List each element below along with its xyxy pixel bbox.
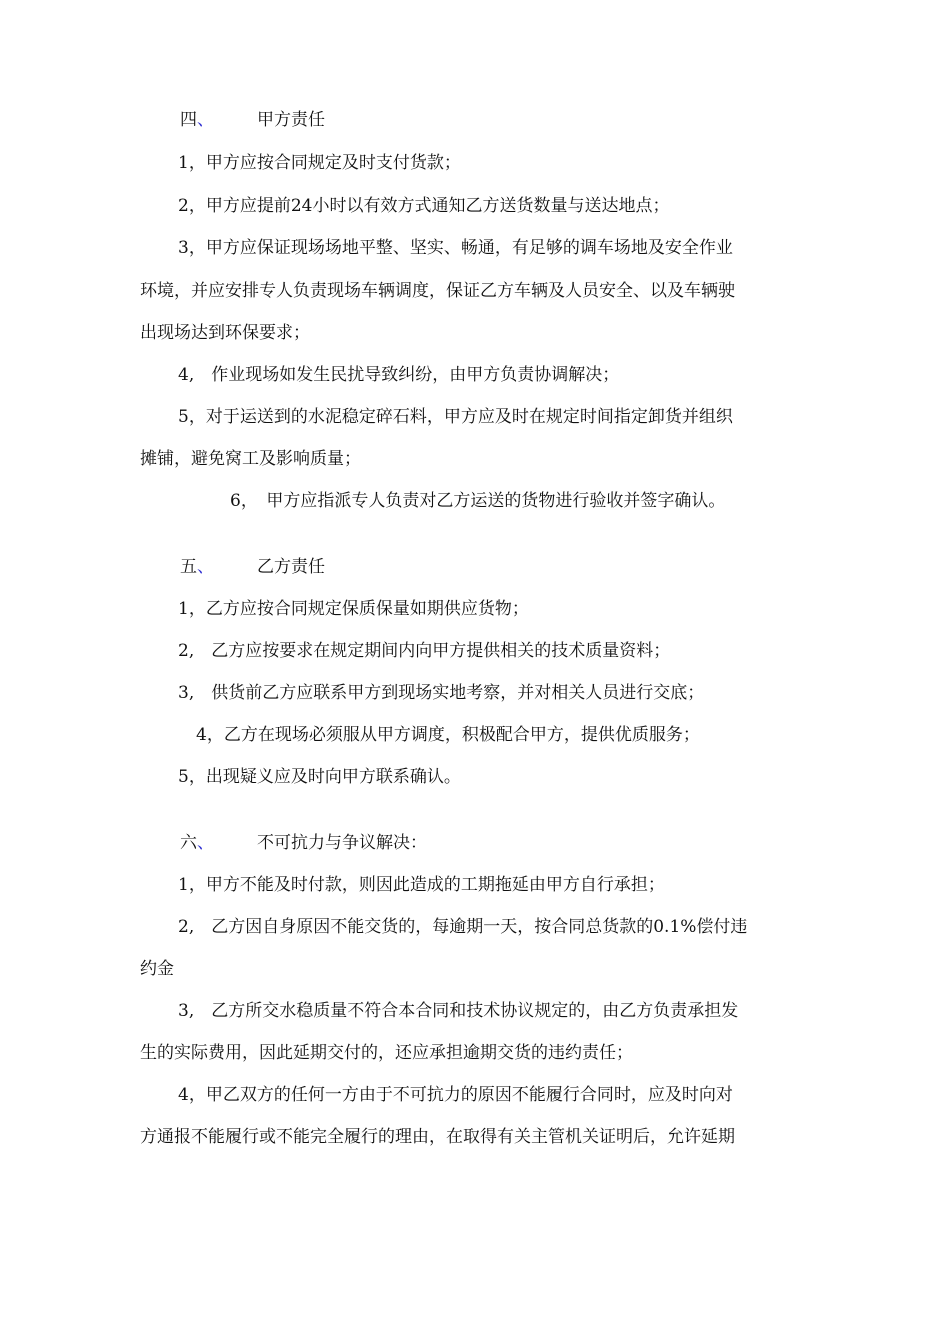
clause-5-3: 3, 供货前乙方应联系甲方到现场实地考察，并对相关人员进行交底； xyxy=(178,683,705,703)
clause-4-3-line-3: 出现场达到环保要求； xyxy=(140,323,310,343)
section-number: 五 xyxy=(180,557,197,577)
clause-6-1: 1，甲方不能及时付款，则因此造成的工期拖延由甲方自行承担； xyxy=(178,875,665,895)
clause-6-2-line-2: 约金 xyxy=(140,959,174,979)
clause-6-3-line-2: 生的实际费用，因此延期交付的，还应承担逾期交货的违约责任； xyxy=(140,1043,633,1063)
section-heading-4 xyxy=(180,108,325,132)
clause-5-1: 1，乙方应按合同规定保质保量如期供应货物； xyxy=(178,599,529,619)
section-heading-6 xyxy=(180,831,427,855)
clause-4-2: 2，甲方应提前24小时以有效方式通知乙方送货数量与送达地点； xyxy=(178,196,670,216)
clause-5-2: 2, 乙方应按要求在规定期间内向甲方提供相关的技术质量资料； xyxy=(178,641,671,661)
section-title: 甲方责任 xyxy=(257,110,325,130)
clause-4-3-line-1: 3，甲方应保证现场场地平整、坚实、畅通，有足够的调车场地及安全作业 xyxy=(178,238,733,258)
clause-6-4-line-2: 方通报不能履行或不能完全履行的理由，在取得有关主管机关证明后，允许延期 xyxy=(140,1127,735,1147)
section-mark: 、 xyxy=(197,557,214,577)
section-mark: 、 xyxy=(197,833,214,853)
clause-6-3-line-1: 3, 乙方所交水稳质量不符合本合同和技术协议规定的，由乙方负责承担发 xyxy=(178,1001,739,1021)
clause-5-5: 5，出现疑义应及时向甲方联系确认。 xyxy=(178,767,461,787)
clause-4-4: 4, 作业现场如发生民扰导致纠纷，由甲方负责协调解决； xyxy=(178,365,620,385)
clause-4-6: 6， 甲方应指派专人负责对乙方运送的货物进行验收并签字确认。 xyxy=(230,491,726,511)
section-title: 乙方责任 xyxy=(257,557,325,577)
clause-4-3-line-2: 环境，并应安排专人负责现场车辆调度，保证乙方车辆及人员安全、以及车辆驶 xyxy=(140,281,735,301)
clause-4-1: 1，甲方应按合同规定及时支付货款； xyxy=(178,153,461,173)
section-heading-5 xyxy=(180,555,325,579)
clause-4-5-line-2: 摊铺，避免窝工及影响质量； xyxy=(140,449,361,469)
section-mark: 、 xyxy=(197,110,214,130)
section-title: 不可抗力与争议解决： xyxy=(257,833,427,853)
section-number: 六 xyxy=(180,833,197,853)
clause-6-4-line-1: 4，甲乙双方的任何一方由于不可抗力的原因不能履行合同时，应及时向对 xyxy=(178,1085,733,1105)
clause-6-2-line-1: 2, 乙方因自身原因不能交货的，每逾期一天，按合同总货款的0.1%偿付违 xyxy=(178,917,748,937)
section-number: 四 xyxy=(180,110,197,130)
clause-4-5-line-1: 5，对于运送到的水泥稳定碎石料，甲方应及时在规定时间指定卸货并组织 xyxy=(178,407,733,427)
clause-5-4: 4，乙方在现场必须服从甲方调度，积极配合甲方，提供优质服务； xyxy=(196,725,700,745)
